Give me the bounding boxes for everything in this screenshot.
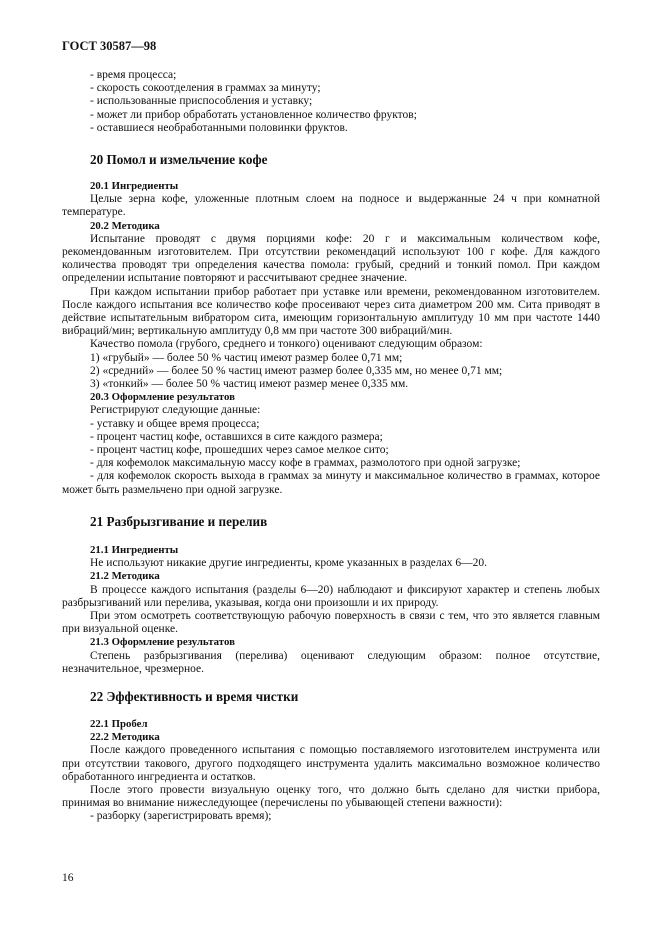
subsection-21-1-title: 21.1 Ингредиенты: [90, 544, 179, 556]
subsection-22-2-title: 22.2 Методика: [90, 731, 160, 744]
list-item: - скорость сокоотделения в граммах за минуту;: [90, 82, 321, 95]
intro-list: [62, 69, 600, 135]
paragraph: Целые зерна кофе, уложенные плотным слоем на подносе и выдержанные 24 ч при комнатной температуре.: [62, 193, 600, 219]
list-item: - процент частиц кофе, оставшихся в сите каждого размера;: [90, 430, 383, 443]
list-item: - может ли прибор обработать установленное количество фруктов;: [90, 108, 417, 121]
section-22-body: [62, 718, 600, 824]
section-21-body: [62, 544, 600, 676]
list-item: - для кофемолок максимальную массу кофе в граммах, размолотого при одной загрузке;: [90, 457, 521, 470]
list-item: 3) «тонкий» — более 50 % частиц имеют размер менее 0,335 мм.: [90, 378, 409, 391]
list-item: 2) «средний» — более 50 % частиц имеют размер более 0,335 мм, но менее 0,71 мм;: [90, 364, 503, 377]
paragraph: После этого провести визуальную оценку того, что должно быть сделано для чистки прибора, принимая во внимание нижеследующее (перечислены по убывающей степени важности):: [62, 784, 600, 810]
paragraph: Регистрируют следующие данные:: [90, 404, 261, 417]
paragraph: Испытание проводят с двумя порциями кофе: 20 г и максимальным количеством кофе, рекомендованным изготовителем. При отсутствии рекомендаций используют 100 г кофе. Для каждого количества проводят три определения качества помола: грубый, средний и тонкий помол. При каждом определении испытание повторяют и рассчитывают среднее значение.: [62, 232, 600, 285]
page-number: 16: [62, 872, 74, 884]
list-item: - использованные приспособления и уставку;: [90, 95, 313, 108]
list-item: - разборку (зарегистрировать время);: [90, 810, 272, 823]
list-item: - оставшиеся необработанными половинки фруктов.: [90, 121, 348, 134]
list-item: - уставку и общее время процесса;: [90, 417, 260, 430]
paragraph: В процессе каждого испытания (разделы 6—20) наблюдают и фиксируют характер и степень любых разбрызгиваний или перелива, указывая, когда они произошли и их природу.: [62, 583, 600, 609]
section-22-title: 22 Эффективность и время чистки: [90, 689, 299, 704]
paragraph: Качество помола (грубого, среднего и тонкого) оценивают следующим образом:: [90, 338, 483, 351]
list-item: 1) «грубый» — более 50 % частиц имеют размер более 0,71 мм;: [90, 351, 403, 364]
paragraph: Не используют никакие другие ингредиенты, кроме указанных в разделах 6—20.: [90, 557, 488, 570]
paragraph: После каждого проведенного испытания с помощью поставляемого изготовителем инструмента или при отсутствии такового, другого подходящего инструмента удалить максимально возможное количество обработанного ингредиента и остатков.: [62, 744, 600, 783]
subsection-20-2-title: 20.2 Методика: [90, 219, 160, 232]
subsection-20-1-title: 20.1 Ингредиенты: [90, 180, 179, 192]
subsection-21-3-title: 21.3 Оформление результатов: [90, 636, 235, 649]
list-item: - для кофемолок скорость выхода в граммах за минуту и максимальное количество в граммах, которое может быть размельчено при одной загрузке.: [62, 470, 600, 496]
paragraph: При каждом испытании прибор работает при уставке или времени, рекомендованном изготовителем. После каждого испытания все количество кофе просеивают через сита диаметром 200 мм. Сита приводят в действие испытательным вибратором сита, имеющим горизонтальную амплитуду 10 мм при частоте 1440 вибраций/мин; вертикальную амплитуду 0,8 мм при частоте 300 вибраций/мин.: [62, 285, 600, 338]
document-code-header: ГОСТ 30587—98: [62, 39, 157, 53]
section-20-title: 20 Помол и измельчение кофе: [90, 152, 268, 167]
section-20-body: [62, 180, 600, 497]
paragraph: Степень разбрызгивания (перелива) оценивают следующим образом: полное отсутствие, незначительное, чрезмерное.: [62, 649, 600, 675]
list-item: - время процесса;: [90, 69, 177, 81]
subsection-20-3-title: 20.3 Оформление результатов: [90, 391, 235, 404]
paragraph: При этом осмотреть соответствующую рабочую поверхность в связи с тем, что это является главным при визуальной оценке.: [62, 610, 600, 636]
subsection-22-1-title: 22.1 Пробел: [90, 718, 148, 730]
subsection-21-2-title: 21.2 Методика: [90, 570, 160, 583]
list-item: - процент частиц кофе, прошедших через самое мелкое сито;: [90, 444, 389, 457]
section-21-title: 21 Разбрызгивание и перелив: [90, 514, 268, 529]
